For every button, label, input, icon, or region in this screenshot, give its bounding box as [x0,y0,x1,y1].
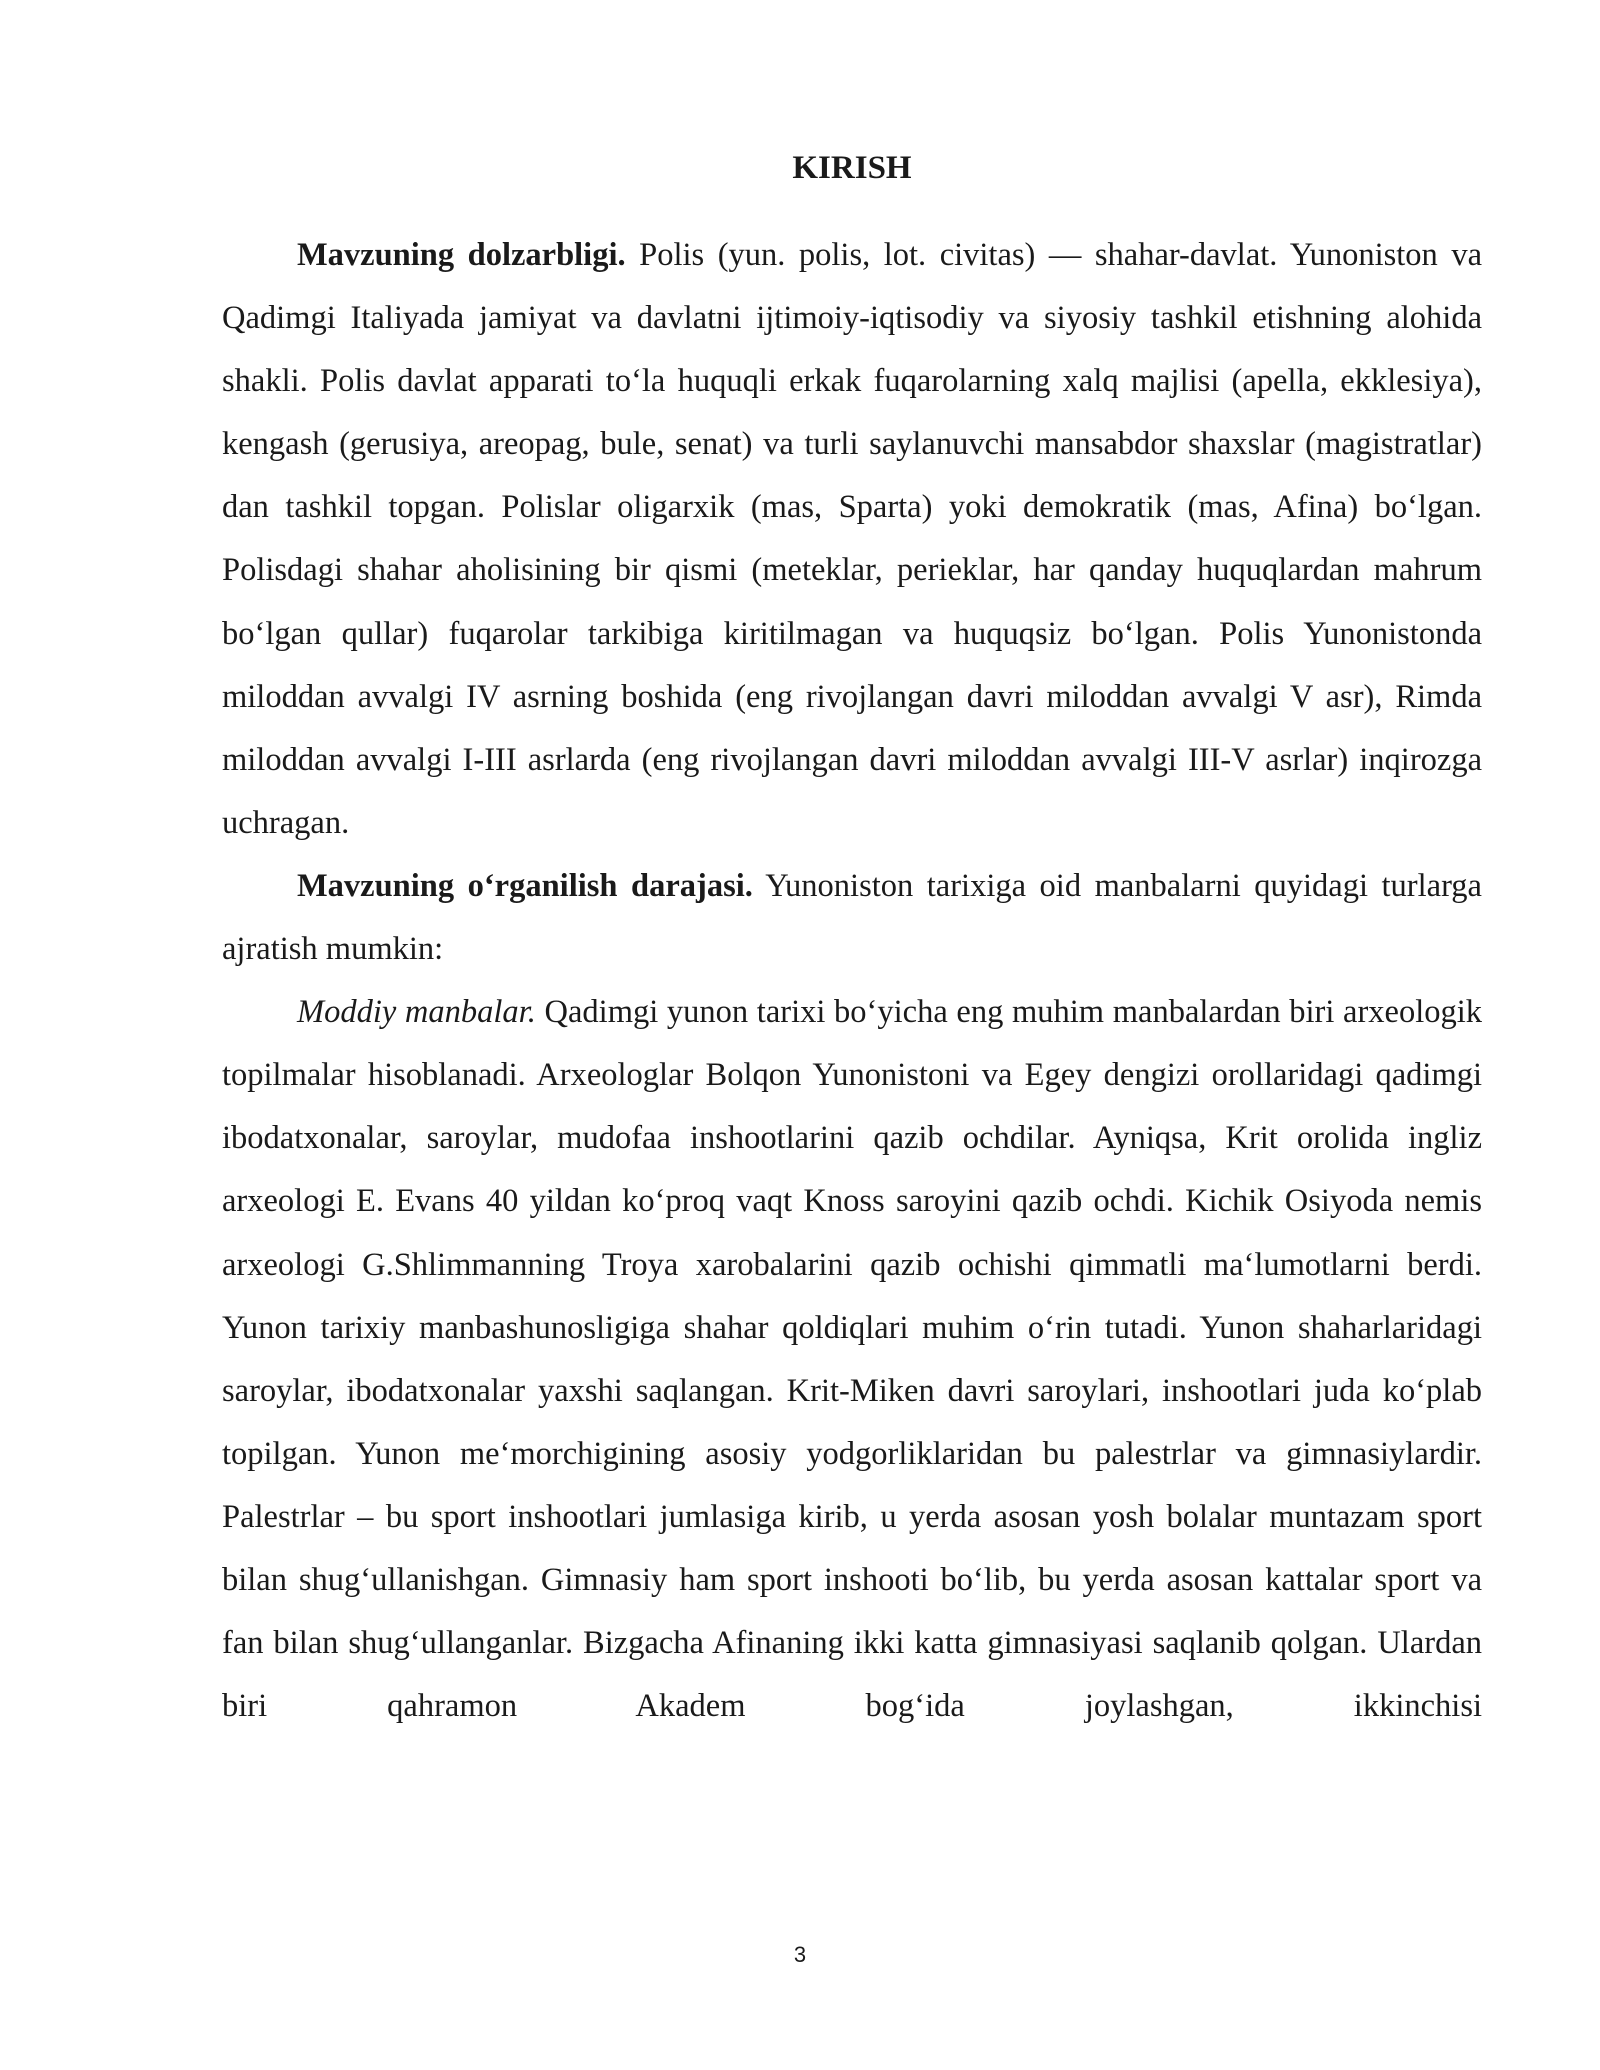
paragraph-text: Qadimgi yunon tarixi bo‘yicha eng muhim manbalardan biri arxeologik topilmalar hisoblanadi. Arxeologlar Bolqon Yunonistoni va Egey dengizi orollaridagi qadimgi ibodatxonalar, saroylar, mudofaa inshootlarini qazib ochdilar. Ayniqsa, Krit orolida ingliz arxeologi E. Evans 40 yildan ko‘proq vaqt Knoss saroyini qazib ochdi. Kichik Osiyoda nemis arxeologi G.Shlimmanning Troya xarobalarini qazib ochishi qimmatli ma‘lumotlarni berdi. Yunon tarixiy manbashunosligiga shahar qoldiqlari muhim o‘rin tutadi. Yunon shaharlaridagi saroylar, ibodatxonalar yaxshi saqlangan. Krit-Miken davri saroylari, inshootlari juda ko‘plab topilgan. Yunon me‘morchigining asosiy yodgorliklaridan bu palestrlar va gimnasiylardir. Palestrlar – bu sport inshootlari jumlasiga kirib, u yerda asosan yosh bolalar muntazam sport bilan shug‘ullanishgan. Gimnasiy ham sport inshooti bo‘lib, bu yerda asosan kattalar sport va fan bilan shug‘ullanganlar. Bizgacha Afinaning ikki katta gimnasiyasi saqlanib qolgan. Ulardan biri qahramon Akadem bog‘ida joylashgan, ikkinchisi [222,994,1482,1725]
paragraph-lead: Moddiy manbalar. [297,994,536,1031]
paragraph-lead: Mavzuning o‘rganilish darajasi. [297,867,753,904]
paragraph-study-level [222,855,1482,981]
paragraph-lead: Mavzuning dolzarbligi. [297,237,626,273]
document-title: KIRISH [792,150,912,186]
paragraph-text: Polis (yun. polis, lot. civitas) — shahar-davlat. Yunoniston va Qadimgi Italiyada jamiyat va davlatni ijtimoiy-iqtisodiy va siyosiy tashkil etishning alohida shakli. Polis davlat apparati to‘la huquqli erkak fuqarolarning xalq majlisi (apella, ekklesiya), kengash (gerusiya, areopag, bule, senat) va turli saylanuvchi mansabdor shaxslar (magistratlar) dan tashkil topgan. Polislar oligarxik (mas, Sparta) yoki demokratik (mas, Afina) bo‘lgan. Polisdagi shahar aholisining bir qismi (meteklar, perieklar, har qanday huquqlardan mahrum bo‘lgan qullar) fuqarolar tarkibiga kiritilmagan va huquqsiz bo‘lgan. Polis Yunonistonda miloddan avvalgi IV asrning boshida (eng rivojlangan davri miloddan avvalgi V asr), Rimda miloddan avvalgi I-III asrlarda (eng rivojlangan davri miloddan avvalgi III-V asrlar) inqirozga uchragan. [222,237,1482,841]
page-number: 3 [793,1942,807,1967]
paragraph-relevance [222,224,1482,855]
document-body [222,224,1482,1738]
paragraph-text: Yunoniston tarixiga oid manbalarni quyidagi turlarga ajratish mumkin: [222,867,1482,968]
paragraph-material-sources [222,981,1482,1738]
